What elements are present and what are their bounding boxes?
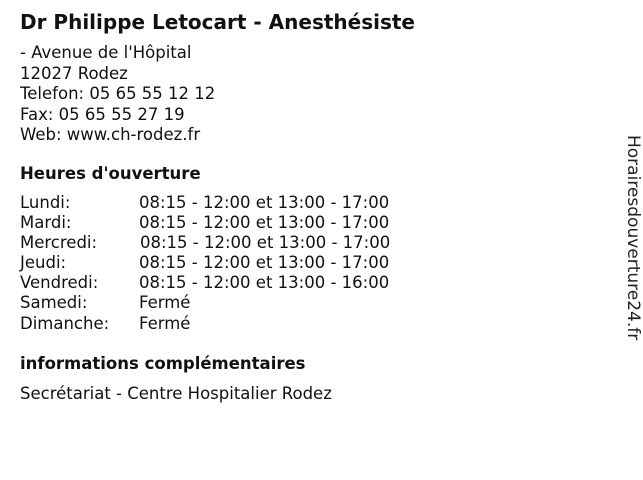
hours-day: Mardi: [20, 213, 72, 233]
street-address: - Avenue de l'Hôpital [20, 43, 192, 62]
hours-time: 08:15 - 12:00 et 13:00 - 17:00 [140, 233, 391, 253]
city-postal: 12027 Rodez [20, 63, 128, 83]
address-block [20, 43, 215, 146]
hours-day: Samedi: [20, 293, 88, 313]
additional-info-heading: informations complémentaires [20, 354, 306, 373]
hours-time: 08:15 - 12:00 et 13:00 - 16:00 [139, 273, 390, 293]
hours-time: Fermé [139, 313, 191, 333]
website: Web: www.ch-rodez.fr [20, 125, 201, 144]
hours-day: Lundi: [20, 193, 71, 212]
hours-day: Mercredi: [20, 233, 98, 253]
hours-time: Fermé [139, 293, 191, 313]
site-watermark: Horairesdouverture24.fr [623, 135, 643, 341]
opening-hours-heading: Heures d'ouverture [20, 164, 201, 183]
hours-day: Dimanche: [20, 313, 110, 333]
hours-day: Jeudi: [20, 253, 67, 273]
fax-number: Fax: 05 65 55 27 19 [20, 104, 185, 124]
hours-time: 08:15 - 12:00 et 13:00 - 17:00 [139, 193, 390, 212]
hours-time: 08:15 - 12:00 et 13:00 - 17:00 [139, 253, 390, 273]
page-title: Dr Philippe Letocart - Anesthésiste [20, 10, 415, 34]
additional-info-text: Secrétariat - Centre Hospitalier Rodez [20, 384, 332, 403]
phone-number: Telefon: 05 65 55 12 12 [20, 84, 216, 103]
hours-time: 08:15 - 12:00 et 13:00 - 17:00 [139, 213, 390, 233]
hours-day: Vendredi: [20, 273, 99, 293]
